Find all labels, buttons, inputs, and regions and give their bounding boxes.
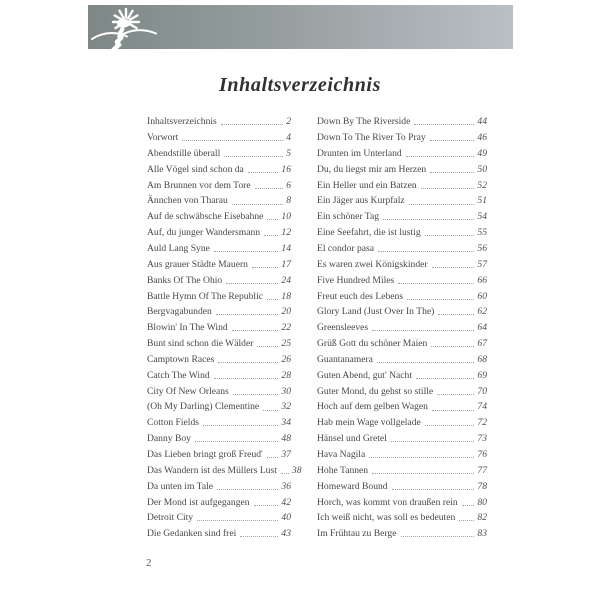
toc-entry-page: 57: [477, 258, 487, 270]
dot-leader: [378, 251, 474, 252]
toc-entry-title: El condor pasa: [317, 243, 375, 254]
toc-entry-page: 56: [477, 243, 487, 254]
dot-leader: [233, 394, 279, 395]
toc-entry-page: 77: [477, 464, 487, 476]
dot-leader: [425, 425, 475, 426]
toc-entry: [147, 177, 291, 193]
dot-leader: [221, 124, 283, 125]
dot-leader: [369, 457, 474, 458]
toc-entry-page: 44: [477, 116, 487, 128]
toc-entry-page: 51: [477, 195, 487, 207]
dot-leader: [248, 172, 279, 173]
toc-entry-page: 42: [281, 496, 291, 508]
dot-leader: [391, 441, 475, 442]
toc-entry: [317, 415, 487, 431]
toc-entry-title: Hohe Tannen: [317, 464, 369, 476]
toc-entry: [317, 257, 487, 273]
toc-entry-title: Die Gedanken sind frei: [147, 528, 237, 540]
toc-entry-page: 18: [281, 290, 291, 302]
dot-leader: [232, 204, 283, 205]
toc-entry-page: 17: [281, 258, 291, 270]
dot-leader: [252, 267, 278, 268]
dot-leader: [372, 330, 474, 331]
toc-entry: [147, 399, 291, 415]
toc-entry: [147, 526, 291, 542]
dot-leader: [407, 299, 474, 300]
toc-entry: [317, 272, 487, 288]
toc-entry-page: 20: [281, 306, 291, 318]
dot-leader: [195, 441, 278, 442]
toc-entry: [317, 510, 487, 526]
toc-entry-page: 32: [281, 401, 291, 413]
toc-entry-title: Horch, was kommt von draußen rein: [317, 496, 458, 508]
dot-leader: [398, 283, 474, 284]
toc-entry: [147, 209, 291, 225]
toc-entry-page: 48: [281, 433, 291, 445]
toc-entry-page: 43: [281, 528, 291, 540]
toc-entry-title: Das Lieben bringt groß Freud': [147, 448, 263, 460]
dot-leader: [430, 172, 474, 173]
toc-entry-page: 26: [281, 353, 291, 365]
toc-entry: [147, 494, 291, 510]
toc-entry: [317, 383, 487, 399]
toc-entry: [317, 336, 487, 352]
toc-entry: [317, 399, 487, 415]
toc-entry-title: Grüß Gott du schöner Maien: [317, 338, 428, 350]
toc-entry-title: Im Frühtau zu Berge: [317, 528, 397, 540]
toc-entry-page: 37: [281, 448, 291, 460]
toc-entry-page: 34: [281, 417, 291, 429]
toc-entry-page: 72: [477, 417, 487, 429]
toc-entry: [317, 130, 487, 146]
toc-entry-page: 16: [281, 163, 291, 175]
toc-entry: [147, 225, 291, 241]
toc-entry-title: Battle Hymn Of The Republic: [147, 290, 263, 302]
dot-leader: [414, 124, 474, 125]
dot-leader: [214, 378, 279, 379]
dot-leader: [255, 188, 284, 189]
dot-leader: [224, 156, 283, 157]
table-of-contents: [147, 114, 487, 542]
toc-entry-title: Alle Vögel sind schon da: [147, 163, 244, 175]
dot-leader: [372, 473, 474, 474]
toc-entry: [147, 383, 291, 399]
toc-entry-title: Ein schöner Tag: [317, 211, 380, 223]
toc-entry-title: Du, du liegst mir am Herzen: [317, 163, 427, 175]
toc-entry-title: Banks Of The Ohio: [147, 274, 223, 286]
toc-entry: [147, 463, 302, 479]
toc-entry: [147, 352, 291, 368]
dot-leader: [232, 330, 279, 331]
dot-leader: [432, 410, 474, 411]
toc-entry-page: 62: [477, 306, 487, 318]
dot-leader: [254, 505, 279, 506]
sun-hills-path-logo-icon: [90, 5, 158, 49]
toc-entry-title: Guten Abend, gut' Nacht: [317, 369, 412, 381]
toc-entry: [317, 431, 487, 447]
toc-entry: [147, 431, 291, 447]
dot-leader: [203, 425, 278, 426]
toc-entry: [147, 257, 291, 273]
toc-entry-title: Inhaltsverzeichnis: [147, 116, 217, 128]
toc-entry-title: Hab mein Wage vollgelade: [317, 417, 421, 429]
toc-entry-page: 55: [477, 227, 487, 239]
dot-leader: [409, 204, 475, 205]
dot-leader: [406, 156, 475, 157]
toc-entry-page: 4: [286, 132, 291, 144]
dot-leader: [392, 489, 475, 490]
dot-leader: [267, 299, 278, 300]
toc-entry: [317, 146, 487, 162]
toc-entry-title: Abendstille überall: [147, 147, 221, 159]
toc-entry-page: 12: [281, 227, 291, 239]
dot-leader: [182, 140, 283, 141]
toc-entry: [147, 272, 291, 288]
toc-entry-page: 28: [281, 369, 291, 381]
toc-entry-title: Guter Mond, du gehst so stille: [317, 385, 434, 397]
toc-entry: [317, 225, 487, 241]
dot-leader: [431, 346, 474, 347]
toc-entry-title: Greensleeves: [317, 322, 369, 334]
dot-leader: [462, 505, 475, 506]
toc-entry-title: Der Mond ist aufgegangen: [147, 496, 250, 508]
toc-entry: [317, 241, 487, 257]
dot-leader: [383, 219, 474, 220]
toc-entry-page: 66: [477, 274, 487, 286]
dot-leader: [263, 410, 278, 411]
toc-entry-title: Auf de schwäbsche Eisebahne: [147, 211, 264, 223]
toc-entry-title: Bergvagabunden: [147, 306, 212, 318]
dot-leader: [214, 251, 279, 252]
dot-leader: [216, 314, 279, 315]
toc-entry: [317, 447, 487, 463]
toc-entry-page: 22: [281, 322, 291, 334]
toc-entry-page: 67: [477, 338, 487, 350]
toc-entry-page: 50: [477, 163, 487, 175]
dot-leader: [459, 520, 474, 521]
toc-entry-title: Vorwort: [147, 132, 179, 144]
toc-entry-page: 14: [281, 243, 291, 254]
toc-entry: [147, 241, 291, 257]
toc-entry-title: Hoch auf dem gelben Wagen: [317, 401, 428, 413]
dot-leader: [437, 394, 474, 395]
dot-leader: [197, 520, 278, 521]
toc-entry-page: 6: [286, 179, 291, 191]
dot-leader: [377, 362, 474, 363]
toc-entry-title: Es waren zwei Königskinder: [317, 258, 428, 270]
dot-leader: [438, 314, 474, 315]
toc-entry-page: 83: [477, 528, 487, 540]
toc-entry-title: Ännchen von Tharau: [147, 195, 228, 207]
toc-entry-title: Am Brunnen vor dem Tore: [147, 179, 251, 191]
toc-entry: [147, 510, 291, 526]
toc-entry-title: Eine Seefahrt, die ist lustig: [317, 227, 421, 239]
toc-entry-page: 30: [281, 385, 291, 397]
toc-entry-page: 80: [477, 496, 487, 508]
toc-entry-title: Glory Land (Just Over In The): [317, 306, 435, 318]
toc-entry-title: Auld Lang Syne: [147, 243, 210, 254]
toc-entry: [147, 415, 291, 431]
toc-entry-page: 52: [477, 179, 487, 191]
toc-entry-title: Cotton Fields: [147, 417, 199, 429]
toc-entry-page: 8: [286, 195, 291, 207]
toc-entry-title: Down By The Riverside: [317, 116, 411, 128]
toc-entry-page: 46: [477, 132, 487, 144]
dot-leader: [264, 235, 278, 236]
toc-entry-title: Camptown Races: [147, 353, 215, 365]
toc-entry-page: 36: [281, 480, 291, 492]
toc-entry-title: Blowin' In The Wind: [147, 322, 228, 334]
toc-column-left: [147, 114, 302, 542]
toc-entry-page: 64: [477, 322, 487, 334]
toc-entry: [317, 463, 487, 479]
dot-leader: [432, 267, 475, 268]
dot-leader: [281, 473, 289, 474]
toc-entry-title: City Of New Orleans: [147, 385, 229, 397]
toc-entry-title: Catch The Wind: [147, 369, 210, 381]
toc-entry-page: 69: [477, 369, 487, 381]
toc-entry-title: Guantanamera: [317, 353, 373, 365]
toc-entry-title: Aus grauer Städte Mauern: [147, 258, 248, 270]
toc-entry-page: 82: [477, 512, 487, 524]
dot-leader: [217, 489, 278, 490]
toc-entry: [147, 368, 291, 384]
toc-entry-page: 54: [477, 211, 487, 223]
toc-entry-page: 73: [477, 433, 487, 445]
toc-entry-title: Ich weiß nicht, was soll es bedeuten: [317, 512, 456, 524]
toc-entry-page: 25: [281, 338, 291, 350]
toc-entry-title: Da unten im Tale: [147, 480, 214, 492]
toc-entry-page: 74: [477, 401, 487, 413]
toc-entry-title: Bunt sind schon die Wälder: [147, 338, 254, 350]
toc-entry-title: Freut euch des Lebens: [317, 290, 404, 302]
toc-entry: [147, 447, 291, 463]
toc-entry-page: 38: [291, 464, 302, 476]
toc-entry: [317, 352, 487, 368]
toc-entry: [317, 177, 487, 193]
toc-entry-title: Ein Heller und ein Batzen: [317, 179, 417, 191]
dot-leader: [416, 378, 474, 379]
toc-entry-title: Danny Boy: [147, 433, 191, 445]
toc-entry-page: 40: [281, 512, 291, 524]
toc-entry-page: 76: [477, 448, 487, 460]
toc-entry-page: 68: [477, 353, 487, 365]
toc-entry-page: 2: [286, 116, 291, 128]
toc-entry: [317, 368, 487, 384]
toc-entry: [317, 494, 487, 510]
toc-entry: [147, 162, 291, 178]
toc-entry: [147, 336, 291, 352]
page-title: Inhaltsverzeichnis: [219, 74, 381, 96]
toc-entry-page: 60: [477, 290, 487, 302]
toc-entry: [147, 304, 291, 320]
dot-leader: [226, 283, 278, 284]
toc-entry: [317, 478, 487, 494]
dot-leader: [267, 219, 278, 220]
toc-entry: [317, 320, 487, 336]
toc-entry: [317, 288, 487, 304]
dot-leader: [421, 188, 475, 189]
dot-leader: [430, 140, 475, 141]
toc-entry: [147, 146, 291, 162]
dot-leader: [267, 457, 279, 458]
dot-leader: [425, 235, 475, 236]
toc-entry-title: Ein Jäger aus Kurpfalz: [317, 195, 405, 207]
dot-leader: [257, 346, 278, 347]
toc-entry-title: (Oh My Darling) Clementine: [147, 401, 260, 413]
toc-entry-title: Detroit City: [147, 512, 194, 524]
toc-entry: [317, 209, 487, 225]
toc-entry-page: 5: [286, 147, 291, 159]
toc-entry-page: 49: [477, 147, 487, 159]
toc-entry-title: Five Hundred Miles: [317, 274, 395, 286]
toc-entry: [317, 526, 487, 542]
toc-entry: [147, 114, 291, 130]
toc-entry: [317, 193, 487, 209]
toc-entry-title: Das Wandern ist des Müllers Lust: [147, 464, 277, 476]
toc-entry: [147, 320, 291, 336]
toc-entry: [147, 193, 291, 209]
toc-entry-page: 70: [477, 385, 487, 397]
dot-leader: [401, 536, 475, 537]
toc-entry: [147, 130, 291, 146]
toc-entry-page: 24: [281, 274, 291, 286]
footer-page-number: 2: [146, 557, 152, 569]
toc-entry: [147, 288, 291, 304]
header-bar: [88, 5, 513, 49]
toc-entry-page: 10: [281, 211, 291, 223]
toc-entry: [147, 478, 291, 494]
toc-entry-title: Down To The River To Pray: [317, 132, 426, 144]
toc-entry-title: Homeward Bound: [317, 480, 388, 492]
toc-entry: [317, 304, 487, 320]
toc-entry-title: Drunten im Unterland: [317, 147, 402, 159]
toc-column-right: [317, 114, 487, 542]
dot-leader: [218, 362, 278, 363]
toc-entry-title: Hava Nagila: [317, 448, 366, 460]
toc-entry-title: Auf, du junger Wandersmann: [147, 227, 261, 239]
dot-leader: [240, 536, 278, 537]
toc-entry: [317, 162, 487, 178]
toc-entry: [317, 114, 487, 130]
toc-entry-title: Hänsel und Gretel: [317, 433, 387, 445]
toc-entry-page: 78: [477, 480, 487, 492]
